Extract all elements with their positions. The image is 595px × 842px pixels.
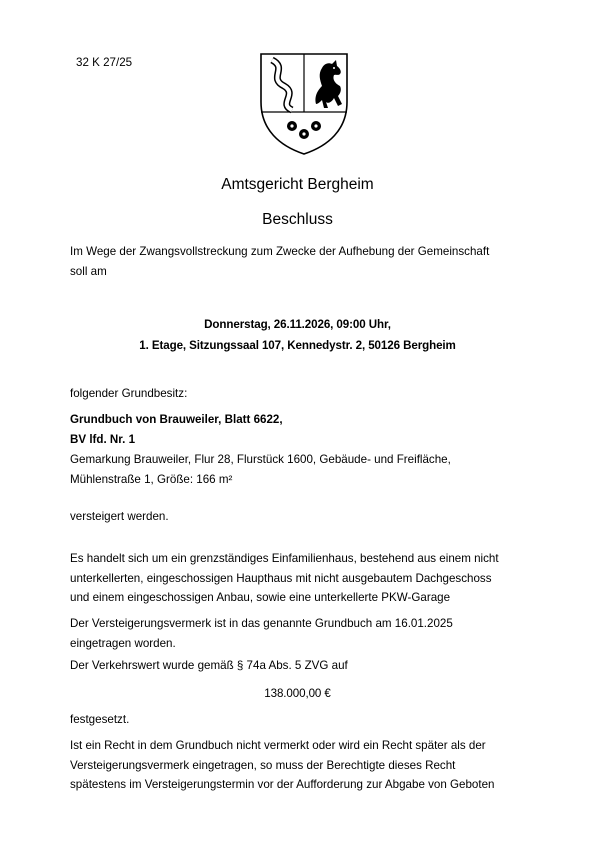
nrw-coat-of-arms-icon bbox=[258, 50, 350, 156]
appointment-block bbox=[0, 314, 595, 356]
property-heading: folgender Grundbesitz: bbox=[70, 387, 188, 400]
rights-line-2: Versteigerungsvermerk eingetragen, so muss der Berechtigte dieses Recht bbox=[70, 758, 456, 772]
registration-line-1: Der Versteigerungsvermerk ist in das genannte Grundbuch am 16.01.2025 bbox=[70, 617, 453, 630]
auction-text: versteigert werden. bbox=[70, 510, 169, 523]
building-line-2: unterkellerten, eingeschossigen Haupthaus mit nicht ausgebautem Dachgeschoss bbox=[70, 571, 492, 585]
rights-line-1: Ist ein Recht in dem Grundbuch nicht vermerkt oder wird ein Recht später als der bbox=[70, 739, 486, 752]
building-line-1: Es handelt sich um ein grenzständiges Einfamilienhaus, bestehend aus einem nicht bbox=[70, 552, 499, 565]
value-intro: Der Verkehrswert wurde gemäß § 74a Abs. 5 ZVG auf bbox=[70, 659, 348, 672]
building-description bbox=[70, 549, 540, 608]
market-value-amount: 138.000,00 € bbox=[264, 687, 331, 700]
property-description-1: Gemarkung Brauweiler, Flur 28, Flurstück 1600, Gebäude- und Freifläche, bbox=[70, 453, 451, 466]
intro-line-1: Im Wege der Zwangsvollstreckung zum Zwecke der Aufhebung der Gemeinschaft bbox=[70, 245, 490, 258]
register-item: BV lfd. Nr. 1 bbox=[70, 433, 136, 446]
property-description-2: Mühlenstraße 1, Größe: 166 m² bbox=[70, 473, 233, 486]
document-type-title: Beschluss bbox=[262, 211, 333, 228]
intro-line-2: soll am bbox=[70, 264, 107, 278]
appointment-location: 1. Etage, Sitzungssaal 107, Kennedystr. 2, 50126 Bergheim bbox=[139, 339, 456, 352]
value-outro: festgesetzt. bbox=[70, 713, 130, 726]
registration-line-2: eingetragen worden. bbox=[70, 636, 176, 650]
appointment-date: Donnerstag, 26.11.2026, 09:00 Uhr, bbox=[204, 318, 391, 331]
rights-notice bbox=[70, 736, 540, 795]
land-register: Grundbuch von Brauweiler, Blatt 6622, bbox=[70, 413, 283, 426]
registration-note bbox=[70, 614, 540, 653]
intro-text bbox=[70, 242, 540, 281]
rights-line-3: spätestens im Versteigerungstermin vor der Aufforderung zur Abgabe von Geboten bbox=[70, 778, 495, 791]
property-block bbox=[70, 410, 540, 490]
court-name: Amtsgericht Bergheim bbox=[221, 176, 374, 193]
case-number: 32 K 27/25 bbox=[76, 56, 133, 69]
building-line-3: und einem eingeschossigen Anbau, sowie eine unterkellerte PKW-Garage bbox=[70, 591, 451, 604]
